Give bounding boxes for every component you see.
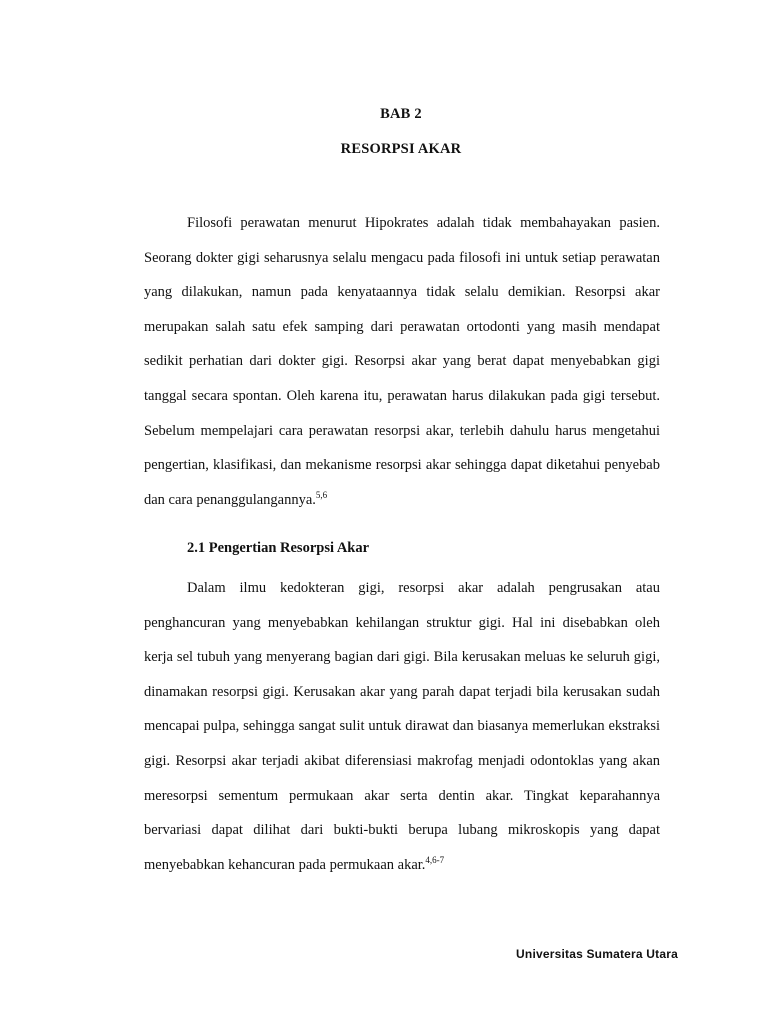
intro-text: Filosofi perawatan menurut Hipokrates adalah tidak membahayakan pasien. Seorang dokter gigi seharusnya selalu mengacu pada filosofi ini untuk setiap perawatan yang dilakukan, namun pada kenyataannya tidak selalu demikian. Resorpsi akar merupakan salah satu efek samping dari perawatan ortodonti yang masih mendapat sedikit perhatian dari dokter gigi. Resorpsi akar yang berat dapat menyebabkan gigi tanggal secara spontan. Oleh karena itu, perawatan harus dilakukan pada gigi tersebut. Sebelum mempelajari cara perawatan resorpsi akar, terlebih dahulu harus mengetahui pengertian, klasifikasi, dan mekanisme resorpsi akar sehingga dapat diketahui penyebab dan cara penanggulangannya. <box>144 215 660 508</box>
intro-paragraph <box>144 206 660 517</box>
section-paragraph <box>144 571 660 882</box>
intro-citation: 5,6 <box>315 489 328 500</box>
footer-institution: Universitas Sumatera Utara <box>516 947 678 961</box>
section-citation: 4,6-7 <box>425 854 445 865</box>
section-text: Dalam ilmu kedokteran gigi, resorpsi akar adalah pengrusakan atau penghancuran yang menyebabkan kehilangan struktur gigi. Hal ini disebabkan oleh kerja sel tubuh yang menyerang bagian dari gigi. Bila kerusakan meluas ke seluruh gigi, dinamakan resorpsi gigi. Kerusakan akar yang parah dapat terjadi bila kerusakan sudah mencapai pulpa, sehingga sangat sulit untuk dirawat dan biasanya memerlukan ekstraksi gigi. Resorpsi akar terjadi akibat diferensiasi makrofag menjadi odontoklas yang akan meresorpsi sementum permukaan akar serta dentin akar. Tingkat keparahannya bervariasi dapat dilihat dari bukti-bukti berupa lubang mikroskopis yang dapat menyebabkan kehancuran pada permukaan akar. <box>144 580 660 873</box>
section-heading: 2.1 Pengertian Resorpsi Akar <box>187 540 370 556</box>
chapter-label: BAB 2 <box>380 106 422 122</box>
chapter-title: RESORPSI AKAR <box>340 141 462 157</box>
